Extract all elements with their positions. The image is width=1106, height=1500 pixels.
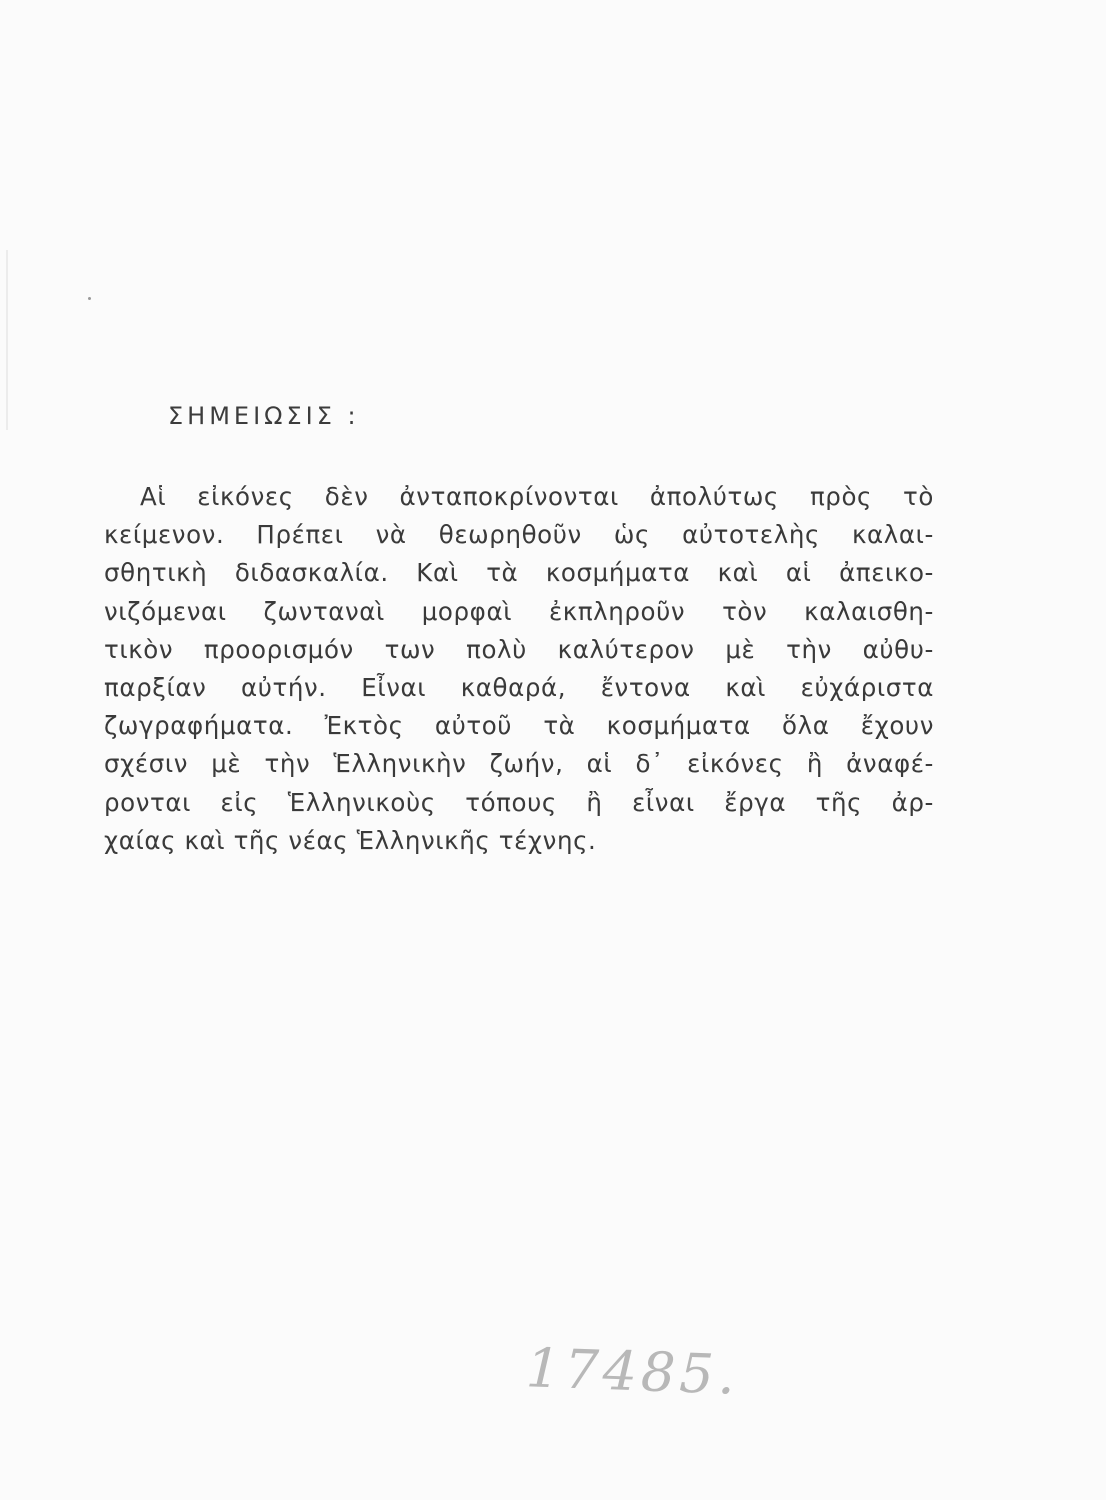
- paragraph-line: χαίας καὶ τῆς νέας Ἑλληνικῆς τέχνης.: [104, 825, 597, 855]
- paragraph-line: σχέσιν μὲ τὴν Ἑλληνικὴν ζωήν, αἱ δ᾽ εἰκόνες ἢ ἀναφέ-: [104, 749, 934, 779]
- note-heading: ΣΗΜΕΙΩΣΙΣ :: [168, 402, 360, 430]
- paragraph-line: παρξίαν αὐτήν. Εἶναι καθαρά, ἔντονα καὶ εὐχάριστα: [104, 672, 934, 702]
- paragraph-line: κείμενον. Πρέπει νὰ θεωρηθοῦν ὡς αὐτοτελὴς καλαι-: [104, 520, 934, 550]
- paragraph-line: τικὸν προορισμόν των πολὺ καλύτερον μὲ τὴν αὐθυ-: [104, 634, 934, 664]
- handwritten-catalog-number: 17485.: [524, 1336, 740, 1407]
- paragraph-line: σθητικὴ διδασκαλία. Καὶ τὰ κοσμήματα καὶ αἱ ἀπεικο-: [104, 558, 934, 588]
- paragraph-line: ρονται εἰς Ἑλληνικοὺς τόπους ἢ εἶναι ἔργα τῆς ἀρ-: [104, 787, 934, 817]
- ink-dot: [88, 297, 91, 300]
- note-paragraph: [104, 478, 934, 860]
- paragraph-line: ζωγραφήματα. Ἐκτὸς αὐτοῦ τὰ κοσμήματα ὅλα ἔχουν: [104, 711, 934, 741]
- paragraph-line: νιζόμεναι ζωνταναὶ μορφαὶ ἐκπληροῦν τὸν καλαισθη-: [104, 596, 934, 626]
- paragraph-line: Αἱ εἰκόνες δὲν ἀνταποκρίνονται ἀπολύτως πρὸς τὸ: [140, 482, 934, 511]
- scan-edge-mark: [6, 250, 8, 430]
